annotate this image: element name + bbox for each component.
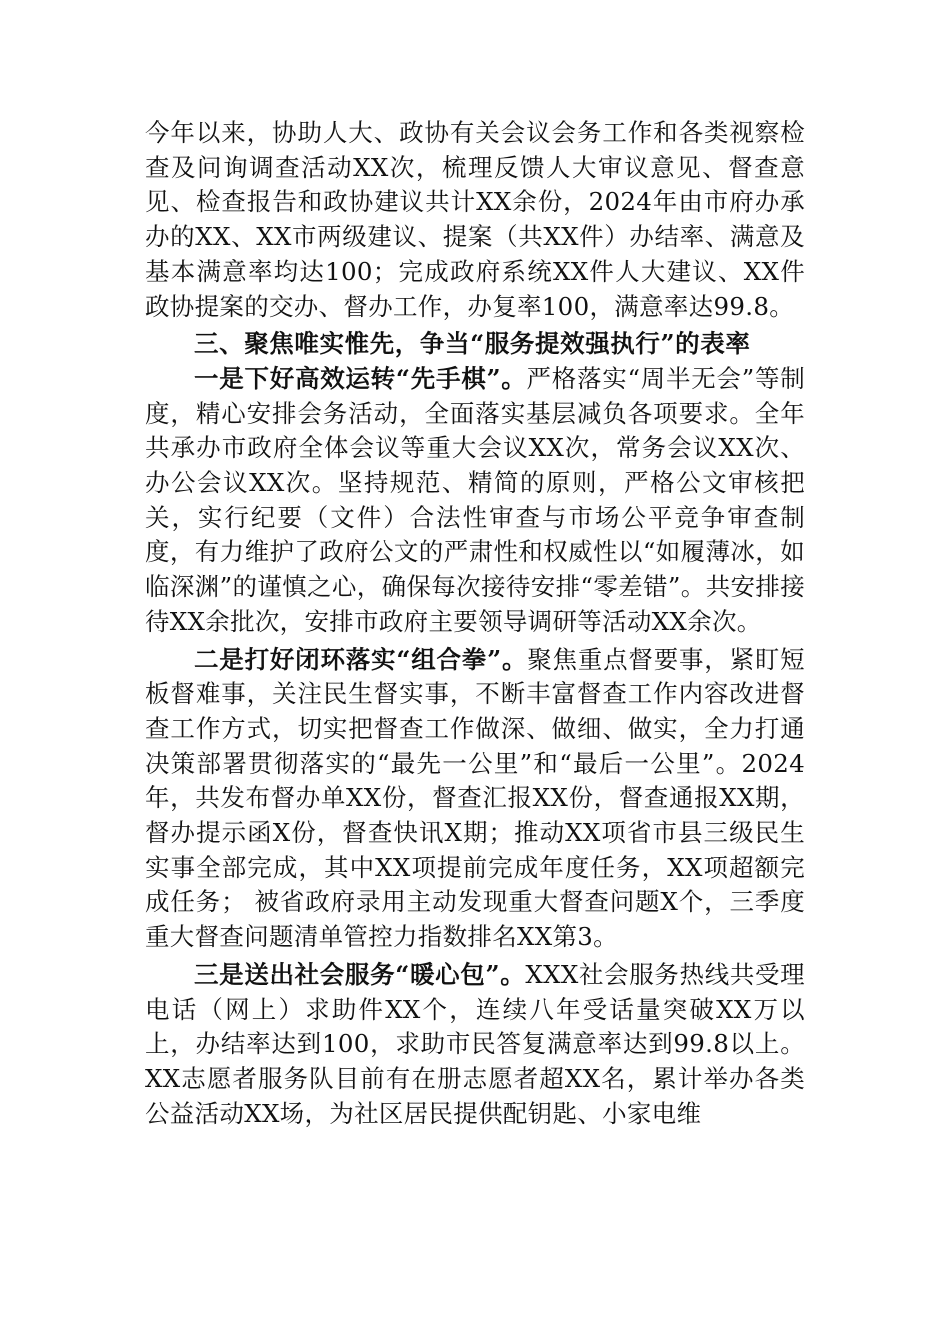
item-body-3: XXX社会服务热线共受理电话（网上）求助件XX个，连续八年受话量突破XX万以上，办结率达到100，求助市民答复满意率达到99.8以上。XX志愿者服务队目前有在册志愿者超XX名，累计举办各类公益活动XX场，为社区居民提供配钥匙、小家电维 — [145, 959, 805, 1128]
intro-paragraph: 今年以来，协助人大、政协有关会议会务工作和各类视察检查及问询调查活动XX次，梳理反馈人大审议意见、督查意见、检查报告和政协建议共计XX余份，2024年由市府办承办的XX、XX市两级建议、提案（共XX件）办结率、满意及基本满意率均达100；完成政府系统XX件人大建议、XX件政协提案的交办、督办工作，办复率100，满意率达99.8。 — [145, 118, 805, 321]
document-page — [145, 116, 805, 1131]
item-lead-1: 一是下好高效运转“先手棋”。 — [194, 363, 527, 393]
item-paragraph-1 — [145, 362, 805, 640]
item-lead-3: 三是送出社会服务“暖心包”。 — [194, 959, 526, 989]
item-body-1: 严格落实“周半无会”等制度，精心安排会务活动，全面落实基层减负各项要求。全年共承办市政府全体会议等重大会议XX次，常务会议XX次、办公会议XX次。坚持规范、精简的原则，严格公文审核把关，实行纪要（文件）合法性审查与市场公平竞争审查制度，有力维护了政府公文的严肃性和权威性以“如履薄冰，如临深渊”的谨慎之心，确保每次接待安排“零差错”。共安排接待XX余批次，安排市政府主要领导调研等活动XX余次。 — [145, 363, 805, 636]
section-heading: 三、聚焦唯实惟先，争当“服务提效强执行”的表率 — [194, 329, 751, 359]
item-paragraph-3 — [145, 958, 805, 1132]
item-lead-2: 二是打好闭环落实“组合拳”。 — [194, 644, 528, 674]
item-paragraph-2 — [145, 643, 805, 955]
item-body-2: 聚焦重点督要事，紧盯短板督难事，关注民生督实事，不断丰富督查工作内容改进督查工作方式，切实把督查工作做深、做细、做实，全力打通决策部署贯彻落实的“最先一公里”和“最后一公里”。2024年，共发布督办单XX份，督查汇报XX份，督查通报XX期，督办提示函X份，督查快讯X期；推动XX项省市县三级民生实事全部完成，其中XX项提前完成年度任务，XX项超额完成任务； 被省政府录用主动发现重大督查问题X个，三季度重大督查问题清单管控力指数排名XX第3。 — [145, 644, 805, 952]
